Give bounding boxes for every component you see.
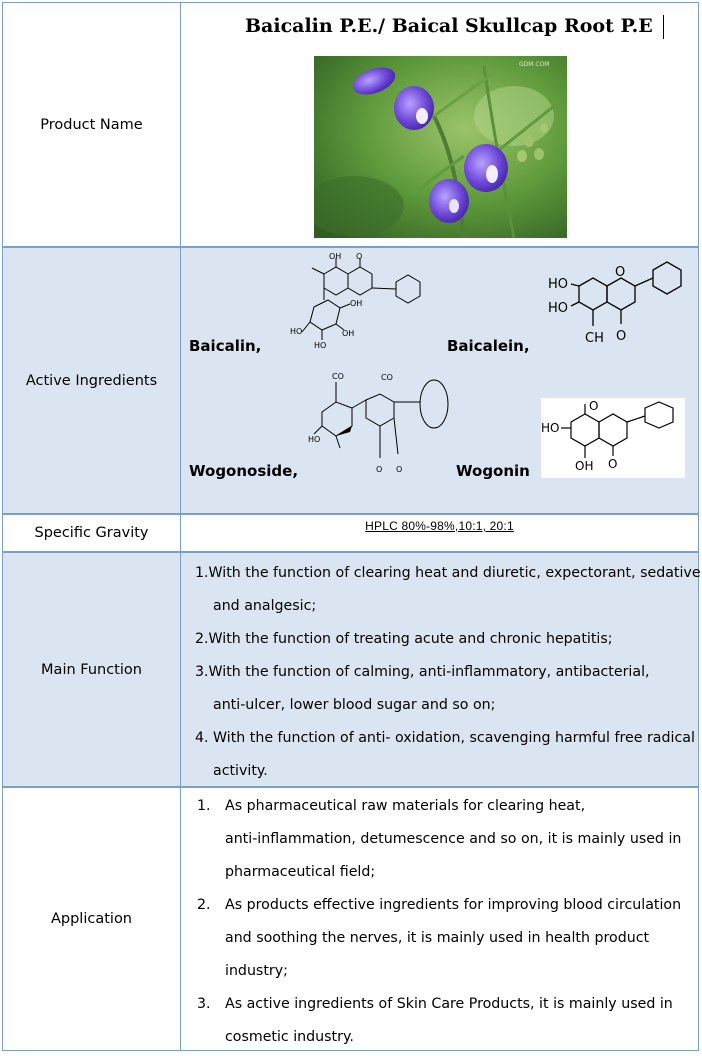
active-ingredients-label: Active Ingredients bbox=[3, 248, 181, 513]
main-function-label: Main Function bbox=[3, 553, 181, 786]
wogonin-o-methoxy: O bbox=[589, 399, 599, 413]
baicalein-o-ring: O bbox=[615, 265, 626, 280]
function-line: activity. bbox=[213, 763, 268, 779]
wogonoside-co-top: CO bbox=[332, 372, 344, 381]
application-line: and soothing the nerves, it is mainly used in health product bbox=[225, 930, 650, 946]
product-name-row bbox=[3, 3, 698, 248]
application-item bbox=[181, 990, 688, 1023]
main-function-list bbox=[181, 559, 701, 790]
application-cell bbox=[181, 788, 698, 1050]
main-function-cell bbox=[181, 553, 701, 786]
ingredient-wogonin: Wogonin bbox=[456, 462, 530, 480]
product-spec-table bbox=[2, 2, 699, 1051]
application-list bbox=[181, 792, 688, 1056]
baicalin-oh-top: OH bbox=[329, 252, 342, 261]
application-item-number: 2. bbox=[197, 897, 211, 913]
wogonin-structure bbox=[541, 398, 685, 478]
application-row bbox=[3, 788, 698, 1050]
baicalein-o-keto: O bbox=[616, 329, 627, 344]
function-line: and analgesic; bbox=[213, 598, 317, 614]
application-line: cosmetic industry. bbox=[225, 1029, 354, 1045]
wogonin-ho: HO bbox=[541, 421, 560, 435]
skullcap-flower-photo bbox=[314, 56, 567, 238]
baicalin-oh-right: OH bbox=[350, 299, 363, 308]
baicalin-o-top: O bbox=[356, 252, 363, 261]
main-function-row bbox=[3, 553, 701, 788]
baicalein-ch: CH bbox=[585, 331, 604, 346]
application-line: As active ingredients of Skin Care Products, it is mainly used in bbox=[225, 996, 673, 1012]
product-title-text: Baicalin P.E./ Baical Skullcap Root P.E bbox=[245, 15, 653, 37]
photo-watermark: GDM.COM bbox=[519, 61, 550, 68]
ingredient-baicalein: Baicalein, bbox=[447, 337, 530, 355]
product-title bbox=[245, 15, 664, 39]
function-line: 4. With the function of anti- oxidation, scavenging harmful free radical bbox=[195, 730, 695, 746]
baicalin-ho-bottom: HO bbox=[314, 341, 327, 350]
application-item-number: 1. bbox=[197, 798, 211, 814]
wogonoside-ho: HO bbox=[308, 435, 321, 444]
baicalin-oh-bottom: OH bbox=[342, 329, 355, 338]
wogonoside-o-2: O bbox=[396, 465, 403, 474]
text-cursor bbox=[663, 15, 664, 39]
function-line: 2.With the function of treating acute and chronic hepatitis; bbox=[195, 631, 613, 647]
specific-gravity-label: Specific Gravity bbox=[3, 515, 181, 551]
baicalein-ho-2: HO bbox=[548, 301, 569, 316]
wogonoside-co-right: CO bbox=[381, 373, 393, 382]
application-label: Application bbox=[3, 788, 181, 1050]
baicalin-ho-acid: HO bbox=[290, 327, 303, 336]
application-item bbox=[181, 792, 688, 825]
function-line: 1.With the function of clearing heat and diuretic, expectorant, sedative bbox=[195, 565, 701, 581]
baicalein-ho-1: HO bbox=[548, 277, 569, 292]
ingredient-baicalin: Baicalin, bbox=[189, 337, 262, 355]
application-item bbox=[181, 891, 688, 924]
wogonin-oh: OH bbox=[575, 459, 594, 473]
application-item-number: 3. bbox=[197, 996, 211, 1012]
function-line: 3.With the function of calming, anti-inflammatory, antibacterial, bbox=[195, 664, 650, 680]
baicalein-structure bbox=[543, 256, 693, 354]
application-line: As pharmaceutical raw materials for clearing heat, bbox=[225, 798, 586, 814]
product-name-cell bbox=[181, 3, 698, 246]
application-line: anti-inflammation, detumescence and so on, it is mainly used in bbox=[225, 831, 682, 847]
application-line: pharmaceutical field; bbox=[225, 864, 376, 880]
active-ingredients-cell bbox=[181, 248, 698, 513]
wogonoside-structure bbox=[306, 368, 454, 480]
specific-gravity-value: HPLC 80%-98%,10:1, 20:1 bbox=[365, 519, 514, 533]
wogonin-o-keto: O bbox=[608, 457, 618, 471]
active-ingredients-row bbox=[3, 248, 698, 515]
application-line: industry; bbox=[225, 963, 288, 979]
ingredient-wogonoside: Wogonoside, bbox=[189, 462, 299, 480]
specific-gravity-row bbox=[3, 515, 698, 553]
application-line: As products effective ingredients for improving blood circulation bbox=[225, 897, 682, 913]
wogonoside-o-1: O bbox=[376, 465, 383, 474]
function-line: anti-ulcer, lower blood sugar and so on; bbox=[213, 697, 496, 713]
baicalin-structure bbox=[284, 252, 444, 354]
product-name-label: Product Name bbox=[3, 3, 181, 246]
specific-gravity-cell bbox=[181, 515, 698, 551]
